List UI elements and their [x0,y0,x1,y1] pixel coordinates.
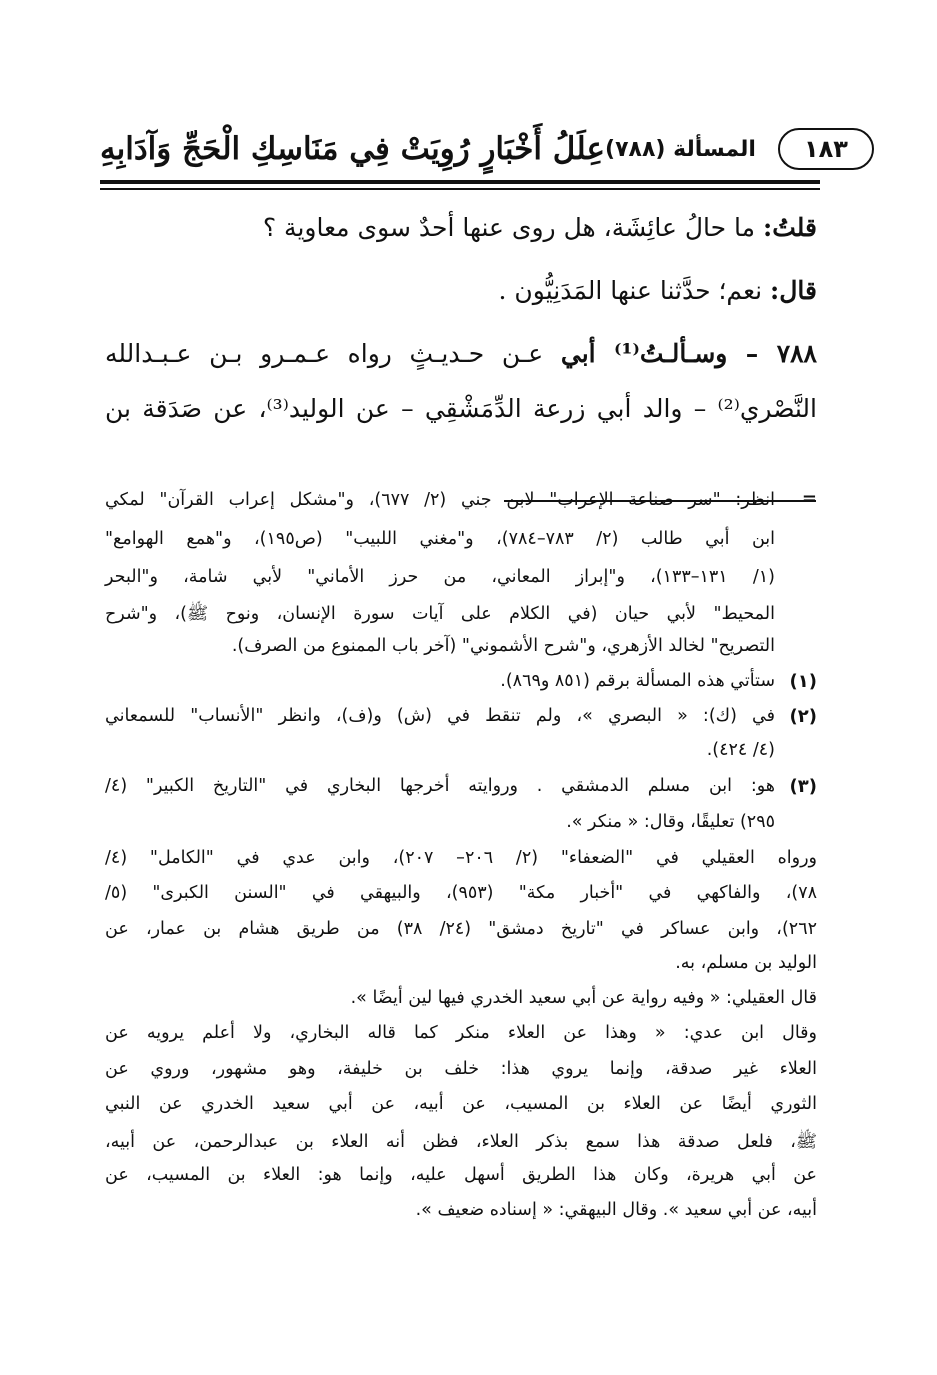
footnote-line: ﷺ، فلعل صدقة هذا سمع بذكر العلاء، فظن أنه العلاء بن عبدالرحمن، عن أبيه، [105,1132,817,1152]
footnote-line: في (ك): « البصري »، ولم تنقط في (ش) و(ف)، وانظر "الأنساب" للسمعاني [105,706,775,726]
footnote-line: (٤/ ٤٢٤). [706,740,775,760]
footnote-marker: (١) [789,671,817,692]
footnote-line: عن أبي هريرة، وكان هذا الطريق أسهل عليه، وإنما هو: العلاء بن المسيب، عن [105,1165,817,1185]
page-number: ١٨٣ [803,135,848,163]
main-line: ٧٨٨ – وسـألـتُ⁽¹⁾ أبي عـن حـديـثٍ رواه عـمـرو بـن عـبـدالله [105,339,817,368]
footnote-line: العلاء غير صدقة، وإنما يروي هذا: خلف بن خليفة، وهو مشهور، وروي عن [105,1059,817,1079]
page-header [100,118,848,180]
footnote-line: ٧٨)، والفاكهي في "أخبار مكة" (٩٥٣)، والبيهقي في "السنن الكبرى" (٥/ [105,883,817,903]
header-rule-thick [100,180,820,184]
header-left-group [605,128,874,170]
footnote-line: ٢٦٢)، وابن عساكر في "تاريخ دمشق" (٢٤/ ٣٨) من طريق هشام بن عمار، عن [105,919,817,939]
footnote-line: وقال ابن عدي: « وهذا عن العلاء منكر كما قاله البخاري، ولا أعلم يرويه عن [105,1023,817,1043]
footnote-line: ٢٩٥) تعليقًا، وقال: « منكر ». [566,812,775,832]
footnote-line: المحيط" لأبي حيان (في الكلام على آيات سورة الإنسان، ونوح ﷺ)، و"شرح [105,604,775,624]
footnote-continuation-marker: = [801,488,817,509]
footnote-line: ورواه العقيلي في "الضعفاء" (٢/ ٢٠٦– ٢٠٧)، وابن عدي في "الكامل" (٤/ [105,848,817,868]
footnote-line: انظر: "سر صناعة الإعراب" لابن جني (٢/ ٦٧٧)، و"مشكل إعراب القرآن" لمكي [105,490,775,510]
footnote-marker: (٢) [789,706,817,727]
footnote-line: أبيه، عن أبي سعيد ». وقال البيهقي: « إسناده ضعيف ». [415,1200,817,1220]
footnote-line: ابن أبي طالب (٢/ ٧٨٣–٧٨٤)، و"مغني اللبيب" (ص١٩٥)، و"همع الهوامع" [105,529,775,549]
footnote-line: هو: ابن مسلم الدمشقي . وروايته أخرجها البخاري في "التاريخ الكبير" (٤/ [105,776,775,796]
footnote-line: التصريح" لخالد الأزهري، و"شرح الأشموني" (آخر باب الممنوع من الصرف). [231,636,775,656]
main-line: قلتُ: ما حالُ عائِشَة، هل روى عنها أحدٌ سوى معاوية ؟ [262,213,817,242]
footnote-marker: (٣) [789,776,817,797]
page-number-badge [778,128,874,170]
main-line: قال: نعم؛ حدَّثنا عنها المَدَنِيُّون . [498,276,817,305]
footnote-line: قال العقيلي: « وفيه رواية عن أبي سعيد الخدري فيها لين أيضًا ». [350,988,817,1008]
header-rule-thin [100,188,820,190]
footnote-line: الوليد بن مسلم، به. [675,953,817,973]
main-line: النَّصْري⁽²⁾ – والد أبي زرعة الدِّمَشْقِي – عن الوليد⁽³⁾، عن صَدَقة بن [105,394,817,423]
footnote-line: الثوري أيضًا عن العلاء بن المسيب، عن أبيه، عن أبي سعيد الخدري عن النبي [105,1094,817,1114]
book-title: عِلَلُ أَخْبَارٍ رُوِيَتْ فِي مَنَاسِكِ الْحَجِّ وَآدَابِهِ [100,131,606,167]
footnote-line: ستأتي هذه المسألة برقم (٨٥١ و٨٦٩). [500,671,775,691]
issue-label: المسألة (٧٨٨) [605,136,756,162]
footnote-line: (١/ ١٣١–١٣٣)، و"إبراز المعاني، من حرز الأماني" لأبي شامة، و"البحر [105,567,775,587]
